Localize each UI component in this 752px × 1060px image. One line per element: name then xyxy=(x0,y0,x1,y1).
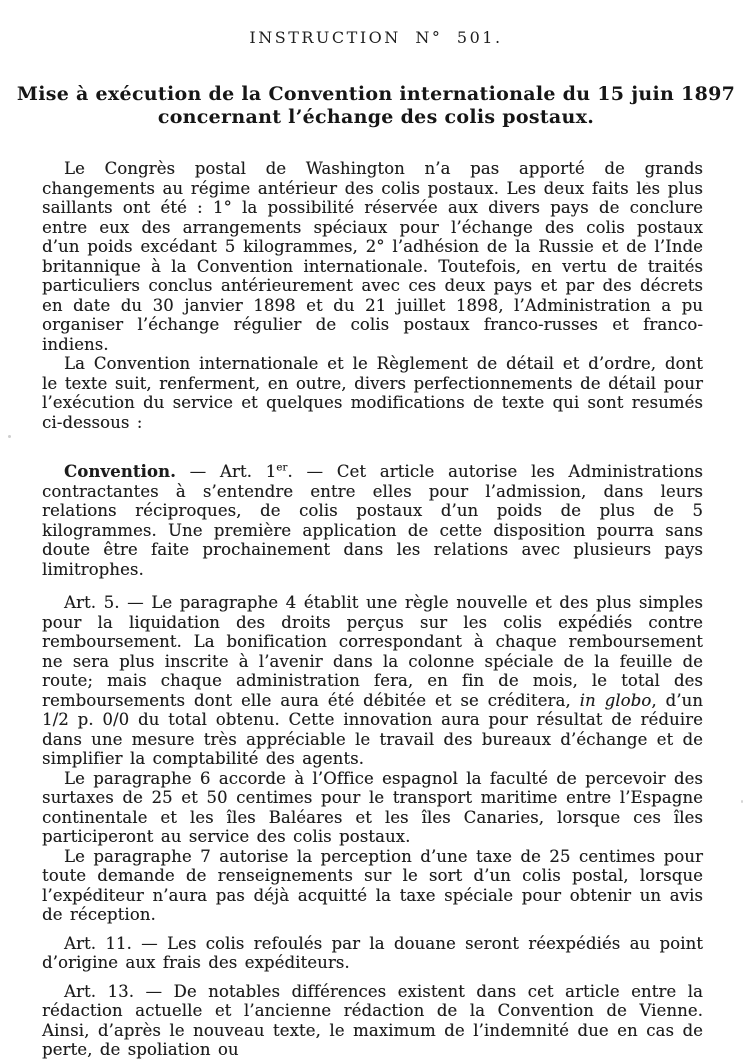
paragraph-art-13 xyxy=(42,982,703,1060)
paragraph-text: er xyxy=(276,462,288,474)
instruction-number-heading: INSTRUCTION N° 501. xyxy=(249,28,503,47)
paragraph-text: Art. 5. — Le paragraphe 4 établit une règle nouvelle et des plus simples pour la liquidation des droits perçus sur les colis expédiés contre remboursement. La bonification correspondant à chaque remboursement ne sera plus inscrite à l’avenir dans la colonne spéciale de la feuille de route; mais chaque administration fera, en fin de mois, le total des remboursements dont elle aura été débitée et se créditera, xyxy=(42,593,703,710)
scan-speck xyxy=(8,435,11,438)
paragraph-convention-art-1 xyxy=(42,462,703,579)
document-title xyxy=(0,83,752,129)
paragraph-text: Le paragraphe 7 autorise la perception d’une taxe de 25 centimes pour toute demande de renseignements sur le sort d’un colis postal, lorsque l’expéditeur n’aura pas déjà acquitté la taxe spéciale pour obtenir un avis de réception. xyxy=(42,846,703,924)
paragraph-art-5 xyxy=(42,593,703,769)
scan-speck xyxy=(697,247,700,249)
paragraph-paragraphe-7 xyxy=(42,847,703,925)
scan-speck xyxy=(741,800,743,803)
paragraph-paragraphe-6 xyxy=(42,769,703,847)
scan-speck xyxy=(232,945,234,947)
document-title-line-2: concernant l’échange des colis postaux. xyxy=(157,106,595,128)
paragraph-intro-2 xyxy=(42,354,703,432)
scan-speck xyxy=(646,182,648,184)
paragraph-text: Art. 13. — De notables différences existent dans cet article entre la rédaction actuelle et l’ancienne rédaction de la Convention de Vienne. Ainsi, d’après le nouveau texte, le maximum de l’indemnité due en cas de perte, de spoliation ou xyxy=(42,981,703,1059)
paragraph-lead: Convention. xyxy=(64,462,176,481)
paragraph-text: . — Cet article autorise les Administrations contractantes à s’entendre entre elles pour l’admission, dans leurs relations réciproques, de colis postaux d’un poids de plus de 5 kilogrammes. Une première application de cette disposition pourra sans doute être faite prochainement dans les relations avec plusieurs pays limitrophes. xyxy=(42,462,703,579)
document-title-line-1: Mise à exécution de la Convention internationale du 15 juin 1897 xyxy=(16,83,736,105)
document-body xyxy=(42,159,703,1060)
paragraph-text: , d’un 1/2 p. 0/0 du total obtenu. Cette innovation aura pour résultat de réduire dans une mesure très appréciable le travail des bureaux d’échange et de simplifier la comptabilité des agents. xyxy=(42,690,704,768)
paragraph-text: Art. 11. — Les colis refoulés par la douane seront réexpédiés au point d’origine aux frais des expéditeurs. xyxy=(42,933,703,972)
paragraph-text: in globo xyxy=(579,690,652,710)
paragraph-text: La Convention internationale et le Règlement de détail et d’ordre, dont le texte suit, renferment, en outre, divers perfectionnements de détail pour l’exécution du service et quelques modifications de texte qui sont resumés ci-dessous : xyxy=(42,354,703,432)
paragraph-text: Le paragraphe 6 accorde à l’Office espagnol la faculté de percevoir des surtaxes de 25 et 50 centimes pour le transport maritime entre l’Espagne continentale et les îles Baléares et les îles Canaries, lorsque ces îles participeront au service des colis postaux. xyxy=(42,768,703,846)
paragraph-intro-1 xyxy=(42,159,703,354)
paragraph-text: — Art. 1 xyxy=(175,462,277,481)
paragraph-art-11 xyxy=(42,934,703,973)
paragraph-text: Le Congrès postal de Washington n’a pas apporté de grands changements au régime antérieur des colis postaux. Les deux faits les plus saillants ont été : 1° la possibilité réservée aux divers pays de conclure entre eux des arrangements spéciaux pour l’échange des colis postaux d’un poids excédant 5 kilogrammes, 2° l’adhésion de la Russie et de l’Inde britannique à la Convention internationale. Toutefois, en vertu de traités particuliers conclus antérieurement avec ces deux pays et par des décrets en date du 30 janvier 1898 et du 21 juillet 1898, l’Administration a pu organiser l’échange régulier de colis postaux franco-russes et franco-indiens. xyxy=(42,159,703,354)
